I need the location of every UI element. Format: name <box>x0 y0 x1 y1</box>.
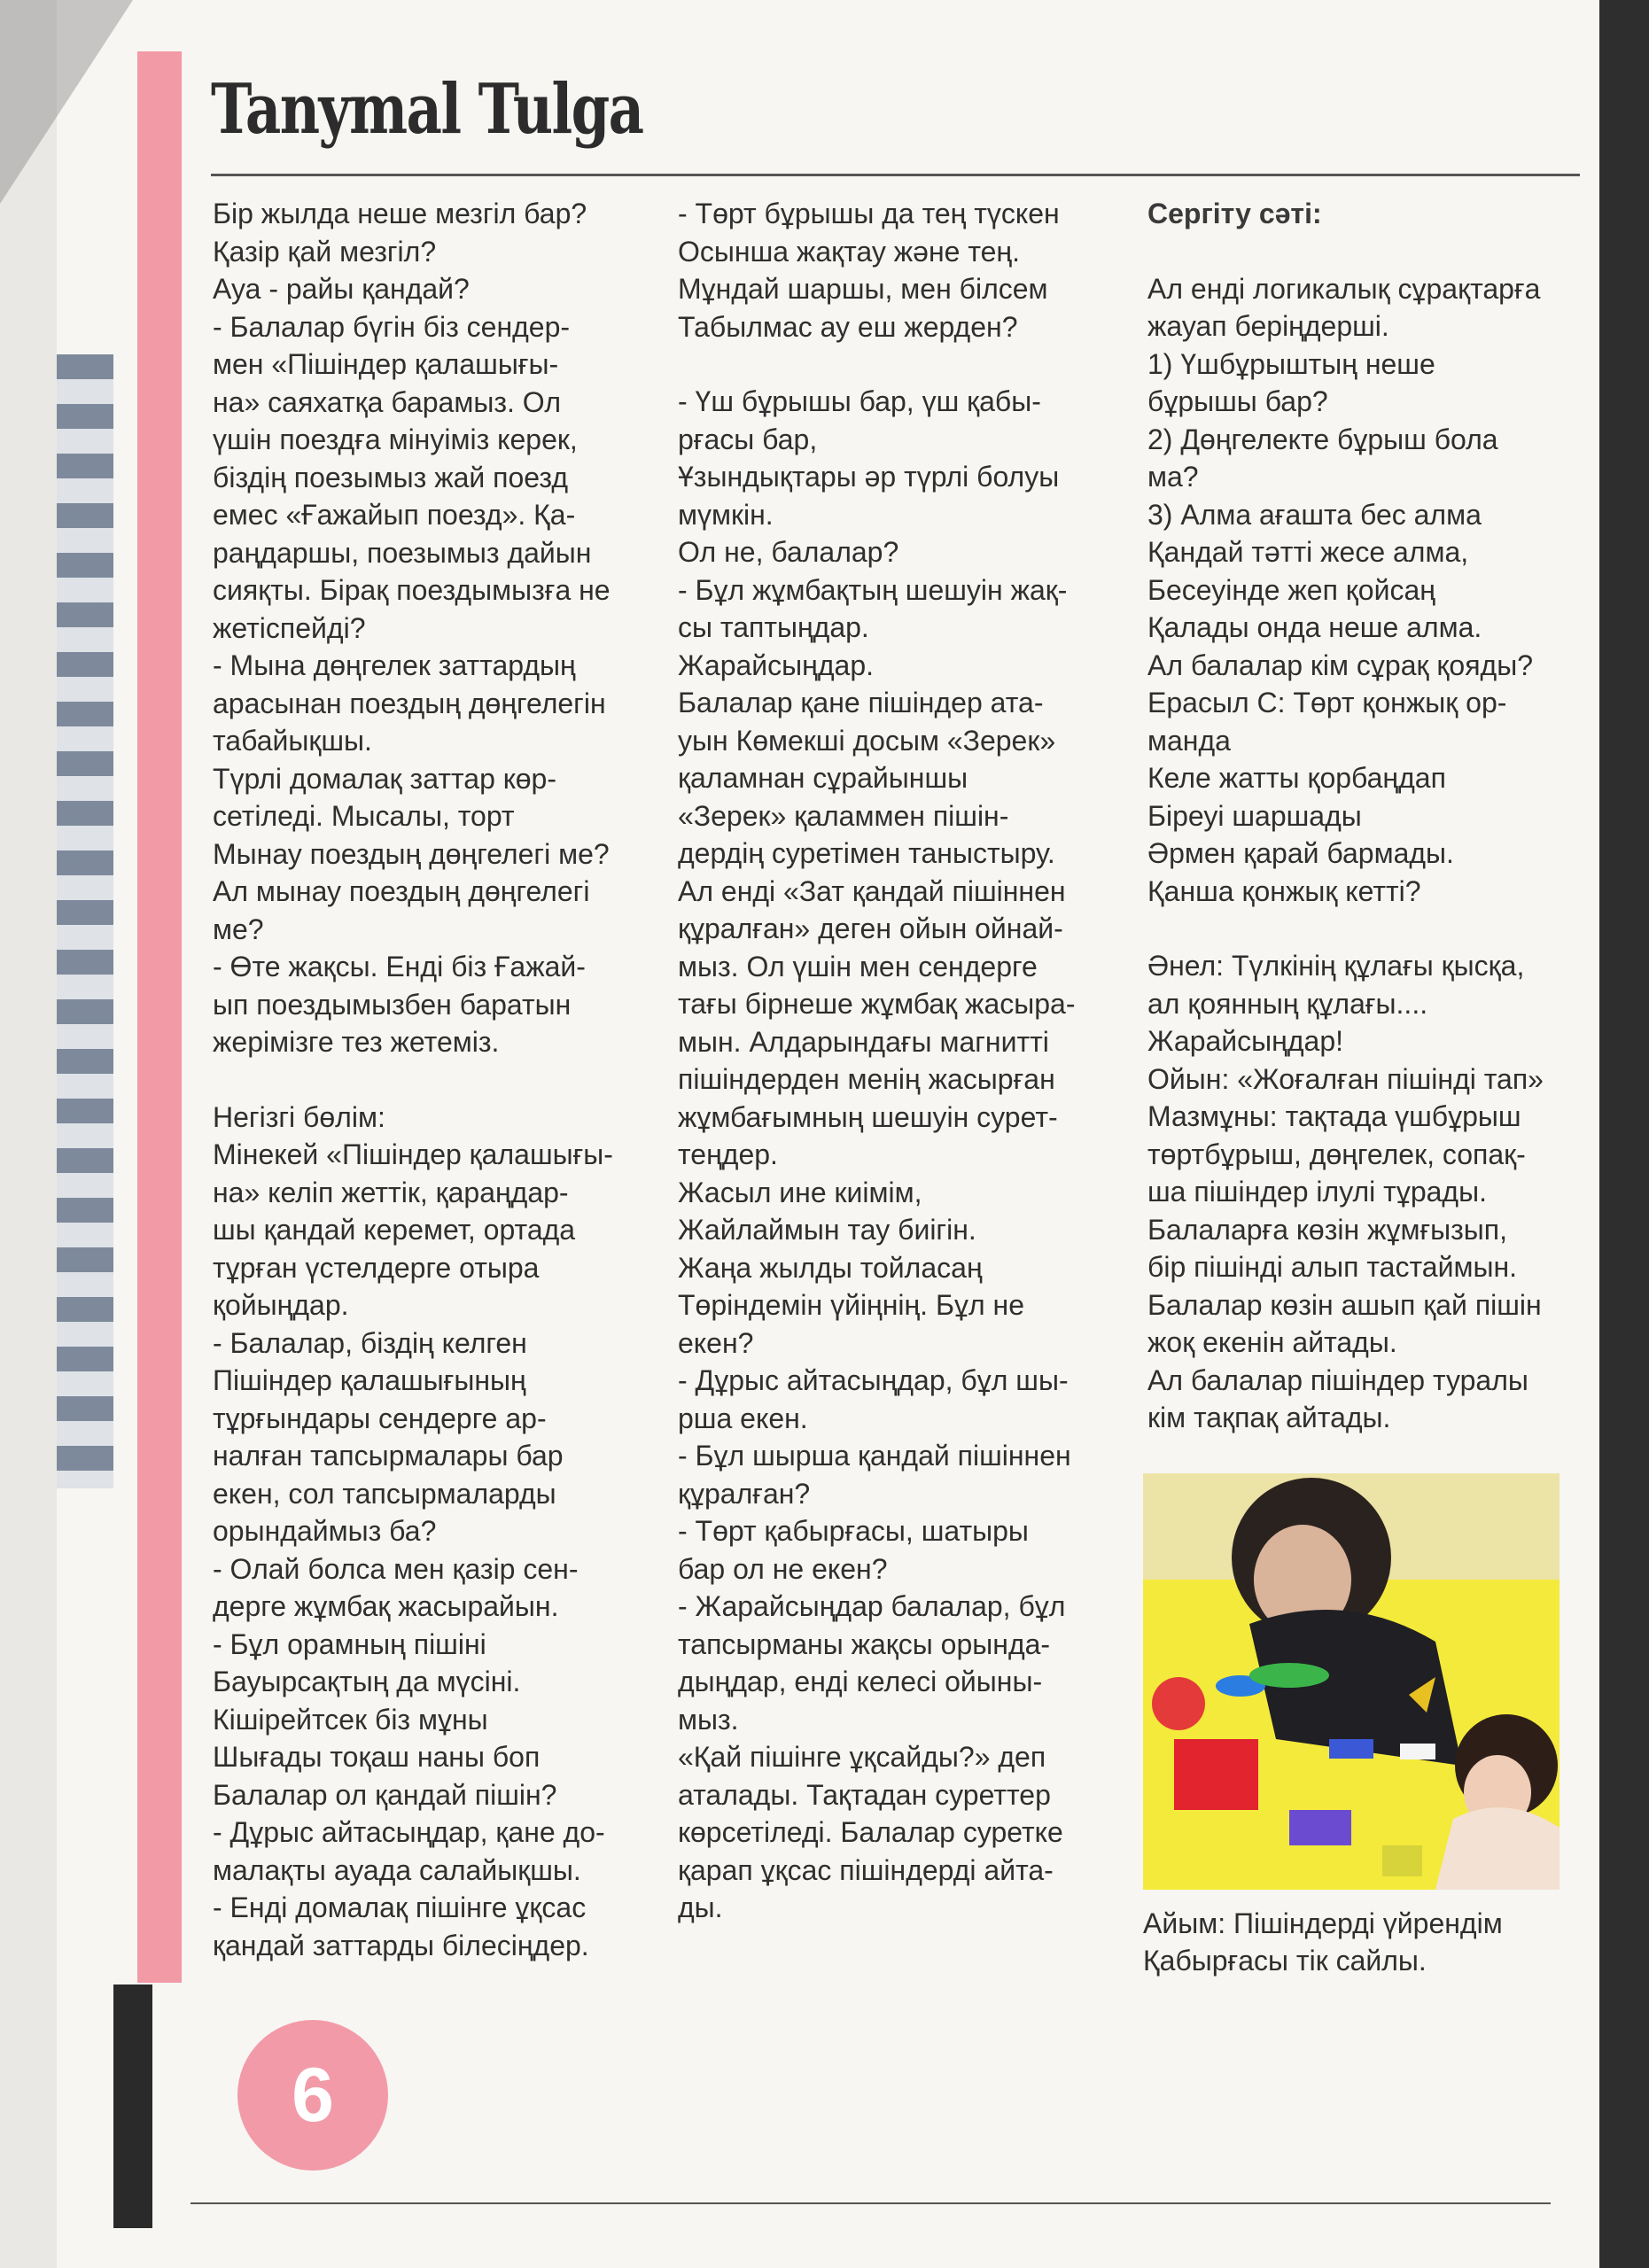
column2-line: Төріндемін үйіңнің. Бұл не <box>678 1289 1024 1321</box>
column1-line: - Бұл орамның пішіні <box>213 1627 486 1660</box>
column2-line: екен? <box>678 1326 754 1359</box>
column2-line: құралған? <box>678 1477 811 1510</box>
column1-line: ып поездымызбен баратын <box>213 988 572 1021</box>
column2-line: қарап ұқсас пішіндерді айта- <box>678 1853 1054 1886</box>
column2-line: Ол не, балалар? <box>678 536 899 568</box>
column3-line: Балалар көзін ашып қай пішін <box>1147 1288 1542 1321</box>
column1-line: шы қандай керемет, ортада <box>213 1214 576 1246</box>
column3-line: ма? <box>1147 461 1199 493</box>
column2-line: - Төрт қабырғасы, шатыры <box>678 1515 1029 1547</box>
column1-line: на» саяхатқа барамыз. Ол <box>213 385 561 418</box>
column2-line: - Дұрыс айтасыңдар, бұл шы- <box>678 1364 1069 1396</box>
column1-line: - Мына дөңгелек заттардың <box>213 649 576 681</box>
column2-line: теңдер. <box>678 1138 778 1170</box>
column2-line: мыз. <box>678 1703 739 1736</box>
column1-line: дерге жұмбақ жасырайын. <box>213 1590 559 1622</box>
column2-line: Жарайсыңдар. <box>678 649 874 681</box>
column1-line: Түрлі домалақ заттар көр- <box>213 762 556 795</box>
column1-line: налған тапсырмалары бар <box>213 1440 564 1472</box>
column1-line: табайықшы. <box>213 725 372 757</box>
column3-line: ал қоянның құлағы.... <box>1147 987 1428 1020</box>
paragraph-gap <box>1147 233 1573 270</box>
column2-line: аталады. Тақтадан суреттер <box>678 1778 1051 1811</box>
scan-margin <box>0 0 57 2268</box>
column1-line: арасынан поездың дөңгелегін <box>213 687 606 719</box>
column2-line: сы таптыңдар. <box>678 611 869 643</box>
column3-line: бір пішінді алып тастаймын. <box>1147 1251 1517 1283</box>
column2-line: мын. Алдарындағы магнитті <box>678 1025 1049 1058</box>
column2-line: дыңдар, енді келесі ойыны- <box>678 1666 1043 1697</box>
column3-line: жауап беріңдерші. <box>1147 310 1389 342</box>
column2-line: - Үш бұрышы бар, үш қабы- <box>678 385 1041 417</box>
column2-line: мыз. Ол үшін мен сендерге <box>678 950 1038 983</box>
footer-rule <box>191 2202 1551 2204</box>
column2-line: Осынша жақтау және тең. <box>678 235 1020 268</box>
column2-line: - Бұл шырша қандай пішіннен <box>678 1440 1071 1472</box>
column1-line: біздің поезымыз жай поезд <box>213 461 569 493</box>
page-number-badge: 6 <box>237 2020 388 2171</box>
column1-line: сетіледі. Мысалы, торт <box>213 800 515 832</box>
caption-line: Қабырғасы тік сайлы. <box>1143 1945 1427 1977</box>
column3-line: Қанша қонжық кетті? <box>1147 874 1421 907</box>
column3-line: Ойын: «Жоғалған пішінді тап» <box>1147 1062 1544 1095</box>
column2-line: Ал енді «Зат қандай пішіннен <box>678 874 1066 907</box>
column1-line: Ал мынау поездың дөңгелегі <box>213 875 590 907</box>
column3-line: манда <box>1147 724 1231 757</box>
column2-line: тапсырманы жақсы орында- <box>678 1627 1051 1660</box>
column3-line: бұрышы бар? <box>1147 385 1328 417</box>
section-heading: Сергіту сәті: <box>1147 198 1322 229</box>
column3-line: 2) Дөңгелекте бұрыш бола <box>1147 423 1498 455</box>
column1-line: мен «Пішіндер қалашығы- <box>213 348 559 380</box>
column3-line: Әнел: Түлкінің құлағы қысқа, <box>1147 950 1525 982</box>
column2-line: рша екен. <box>678 1402 808 1434</box>
column3-line: кім тақпақ айтады. <box>1147 1402 1391 1433</box>
column1-line: жетіспейді? <box>213 611 366 644</box>
column1-line: жерімізге тез жетеміз. <box>213 1026 500 1058</box>
column2-line: «Қай пішінге ұқсайды?» деп <box>678 1741 1046 1773</box>
column2-line: «Зерек» қаламмен пішін- <box>678 799 1009 832</box>
column2-line: Табылмас ау еш жерден? <box>678 310 1018 343</box>
column3-line: Жарайсыңдар! <box>1147 1025 1343 1057</box>
header-rule <box>211 174 1580 176</box>
column1-line: Негізгі бөлім: <box>213 1100 385 1133</box>
column1-line: Ауа - райы қандай? <box>213 273 470 305</box>
column3-line: Ерасыл С: Төрт қонжық ор- <box>1147 687 1507 718</box>
column3-line: Мазмұны: тақтада үшбұрыш <box>1147 1100 1521 1132</box>
magazine-title: Tanymal Tulga <box>211 69 643 150</box>
column3-line: Қандай тәтті жесе алма, <box>1147 536 1469 568</box>
column1-line: Пішіндер қалашығының <box>213 1364 526 1396</box>
column1-line: қандай заттарды білесіңдер. <box>213 1929 589 1961</box>
teacher-and-child-shapes-photo <box>1143 1473 1560 1890</box>
column2-line: құралған» деген ойын ойнай- <box>678 913 1063 944</box>
page-fold-shadow <box>0 0 133 204</box>
classroom-photo <box>1143 1473 1560 1890</box>
column3-line: Балаларға көзін жұмғызып, <box>1147 1213 1507 1246</box>
column1-line: қойыңдар. <box>213 1289 349 1321</box>
column1-line: Бір жылда неше мезгіл бар? <box>213 198 587 229</box>
photo-caption <box>1143 1905 1503 1979</box>
column1-line: орындаймыз ба? <box>213 1515 437 1547</box>
column2-line: жұмбағымның шешуін сурет- <box>678 1100 1058 1133</box>
column2-line: бар ол не екен? <box>678 1552 888 1585</box>
column2-line: Балалар қане пішіндер ата- <box>678 687 1044 718</box>
column1-line: тұрғындары сендерге ар- <box>213 1402 547 1434</box>
column3-line: төртбұрыш, дөңгелек, сопақ- <box>1147 1138 1526 1170</box>
column2-line: қаламнан сұрайыншы <box>678 762 968 794</box>
column1-line: үшін поездға мінуіміз керек, <box>213 423 578 455</box>
column3-line: Ал балалар пішіндер туралы <box>1147 1363 1528 1396</box>
column1-line: раңдаршы, поезымыз дайын <box>213 536 592 569</box>
column3-line: Ал балалар кім сұрақ қояды? <box>1147 649 1533 681</box>
article-column-2 <box>678 195 1139 1927</box>
column2-line: рғасы бар, <box>678 423 818 455</box>
previous-page-photo-edge <box>57 354 113 1488</box>
column1-line: на» келіп жеттік, қараңдар- <box>213 1176 569 1208</box>
scan-right-edge <box>1599 0 1649 2268</box>
column2-line: Жасыл ине киімім, <box>678 1176 922 1208</box>
column2-line: дердің суретімен таныстыру. <box>678 837 1055 869</box>
column2-line: - Төрт бұрышы да тең түскен <box>678 198 1060 229</box>
column3-line: Бесеуінде жеп қойсаң <box>1147 573 1435 606</box>
column1-line: Кішірейтсек біз мұны <box>213 1703 488 1736</box>
column1-line: сияқты. Бірақ поездымызға не <box>213 574 611 606</box>
column1-line: Мінекей «Пішіндер қалашығы- <box>213 1138 613 1170</box>
column3-line: Әрмен қарай бармады. <box>1147 837 1454 869</box>
column1-line: екен, сол тапсырмаларды <box>213 1477 556 1510</box>
column1-line: - Балалар бүгін біз сендер- <box>213 310 571 343</box>
column2-line: Ұзындықтары әр түрлі болуы <box>678 461 1060 493</box>
column1-line: - Дұрыс айтасыңдар, қане до- <box>213 1816 605 1848</box>
column3-line: Қалады онда неше алма. <box>1147 611 1482 643</box>
paragraph-gap <box>678 346 1139 383</box>
column2-line: тағы бірнеше жұмбақ жасыра- <box>678 988 1076 1020</box>
column1-line: - Балалар, біздің келген <box>213 1326 527 1359</box>
column2-line: - Жарайсыңдар балалар, бұл <box>678 1590 1066 1622</box>
column1-line: - Енді домалақ пішінге ұқсас <box>213 1891 587 1923</box>
column2-line: Жаңа жылды тойласаң <box>678 1251 983 1284</box>
column2-line: Мұндай шаршы, мен білсем <box>678 273 1048 305</box>
column3-line: Ал енді логикалық сұрақтарға <box>1147 272 1541 305</box>
column2-line: уын Көмекші досым «Зерек» <box>678 724 1056 757</box>
column3-line: 1) Үшбұрыштың неше <box>1147 347 1435 380</box>
column2-line: Жайлаймын тау биігін. <box>678 1214 976 1246</box>
column1-line: Шығады тоқаш наны боп <box>213 1741 541 1773</box>
caption-line: Айым: Пішіндерді үйрендім <box>1143 1907 1503 1939</box>
column1-line: Бауырсақтың да мүсіні. <box>213 1666 521 1697</box>
column2-line: ды. <box>678 1891 723 1923</box>
column2-line: - Бұл жұмбақтың шешуін жақ- <box>678 573 1068 606</box>
column1-line: - Өте жақсы. Енді біз Ғажай- <box>213 951 586 983</box>
paragraph-gap <box>213 1061 673 1099</box>
decorative-pink-bar <box>137 51 182 1983</box>
column2-line: пішіндерден менің жасырған <box>678 1063 1055 1095</box>
column1-line: Мынау поездың дөңгелегі ме? <box>213 837 610 870</box>
column1-line: - Олай болса мен қазір сен- <box>213 1552 579 1585</box>
article-column-3 <box>1147 195 1573 1437</box>
column1-line: Балалар ол қандай пішін? <box>213 1778 557 1811</box>
column1-line: малақты ауада салайықшы. <box>213 1853 581 1886</box>
column2-line: мүмкін. <box>678 498 774 531</box>
article-column-1 <box>213 195 673 1964</box>
column3-line: Біреуі шаршады <box>1147 799 1362 832</box>
column1-line: Қазір қай мезгіл? <box>213 235 437 268</box>
column3-line: жоқ екенін айтады. <box>1147 1326 1397 1358</box>
column1-line: тұрған үстелдерге отыра <box>213 1251 540 1284</box>
column3-line: Келе жатты қорбаңдап <box>1147 762 1446 794</box>
column3-line: ша пішіндер ілулі тұрады. <box>1147 1176 1487 1208</box>
column1-line: емес «Ғажайып поезд». Қа- <box>213 499 576 531</box>
column2-line: көрсетіледі. Балалар суретке <box>678 1816 1063 1848</box>
column3-line: 3) Алма ағашта бес алма <box>1147 498 1482 531</box>
decorative-black-bar <box>113 1984 152 2228</box>
paragraph-gap <box>1147 910 1573 947</box>
column1-line: ме? <box>213 913 264 945</box>
